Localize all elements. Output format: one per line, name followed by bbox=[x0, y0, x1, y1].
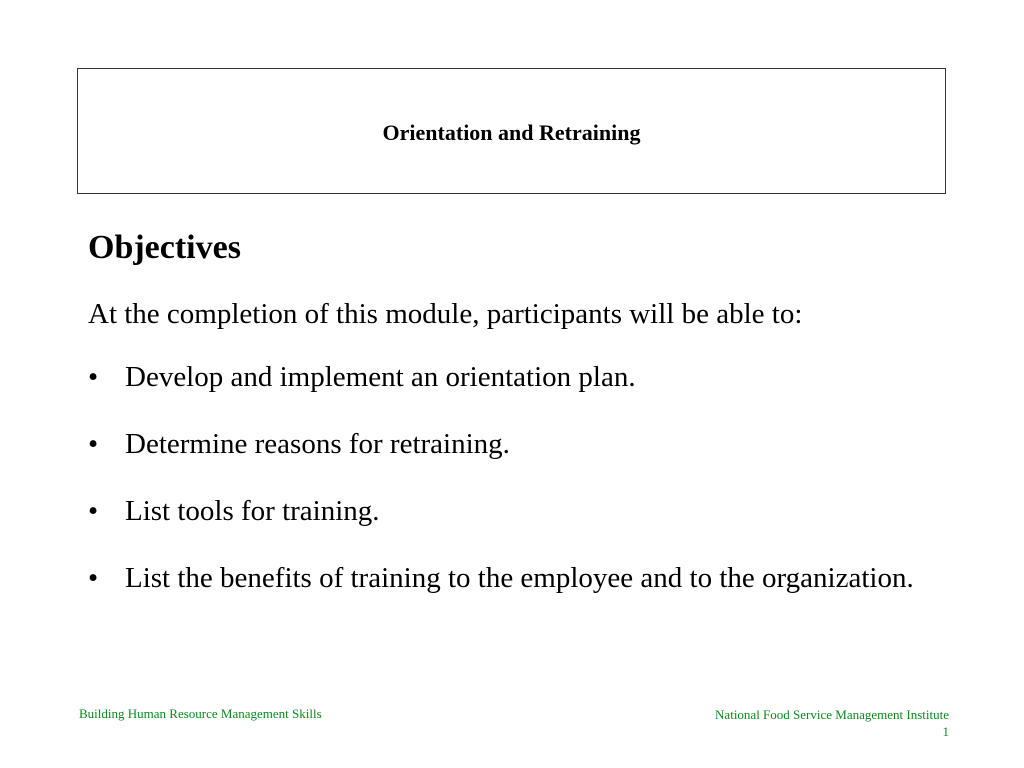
objectives-list bbox=[88, 358, 968, 597]
intro-text: At the completion of this module, participants will be able to: bbox=[88, 298, 803, 330]
bullet-icon: • bbox=[88, 361, 99, 393]
list-item-text: List tools for training. bbox=[125, 495, 380, 527]
list-item-text: Develop and implement an orientation plan. bbox=[125, 361, 636, 393]
bullet-icon: • bbox=[88, 495, 99, 527]
list-item bbox=[88, 492, 925, 530]
list-item bbox=[88, 425, 925, 463]
page-number: 1 bbox=[942, 724, 949, 739]
footer-organization-name: National Food Service Management Institute bbox=[715, 707, 949, 722]
list-item bbox=[88, 559, 925, 597]
bullet-icon: • bbox=[88, 428, 99, 460]
list-item bbox=[88, 358, 925, 396]
list-item-text: List the benefits of training to the employee and to the organization. bbox=[125, 562, 914, 594]
list-item-text: Determine reasons for retraining. bbox=[125, 428, 510, 460]
slide-content bbox=[88, 226, 968, 626]
footer-course-name: Building Human Resource Management Skills bbox=[79, 706, 322, 721]
title-box bbox=[77, 68, 946, 194]
objectives-heading: Objectives bbox=[88, 229, 241, 266]
slide-title: Orientation and Retraining bbox=[382, 120, 641, 145]
footer-organization bbox=[715, 706, 949, 740]
bullet-icon: • bbox=[88, 562, 99, 594]
